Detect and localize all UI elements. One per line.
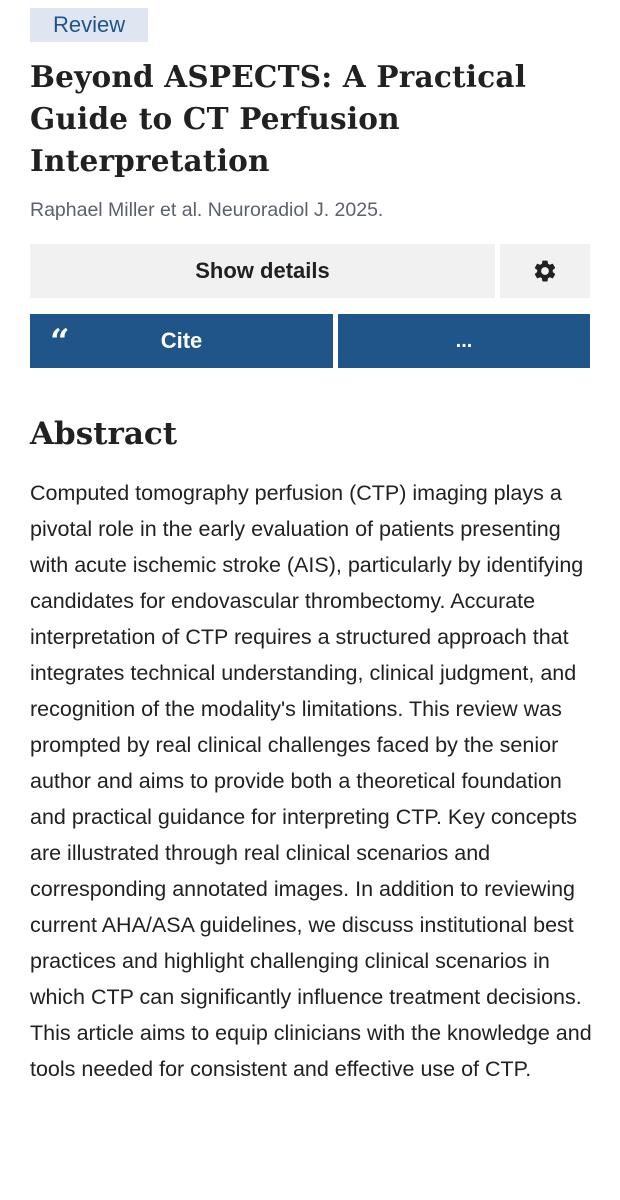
quote-icon: “ xyxy=(50,322,70,362)
show-details-label: Show details xyxy=(195,258,330,283)
cite-label: Cite xyxy=(160,328,203,353)
details-row xyxy=(30,244,590,298)
cite-button[interactable] xyxy=(30,314,333,368)
actions-row xyxy=(30,314,590,368)
more-actions-label: ... xyxy=(455,329,473,352)
show-details-button[interactable] xyxy=(30,244,495,298)
display-settings-button[interactable] xyxy=(500,244,590,298)
article-type-badge[interactable]: Review xyxy=(30,8,148,42)
article-title: Beyond ASPECTS: A Practical Guide to CT Perfusion Interpretation xyxy=(30,59,527,178)
article-citation: Raphael Miller et al. Neuroradiol J. 2025. xyxy=(30,199,384,221)
abstract-heading: Abstract xyxy=(30,416,178,452)
gear-icon xyxy=(532,258,558,284)
article-page xyxy=(30,8,590,1087)
more-actions-button[interactable] xyxy=(338,314,590,368)
abstract-text: Computed tomography perfusion (CTP) imaging plays a pivotal role in the early evaluation of patients presenting with acute ischemic stroke (AIS), particularly by identifying candidates for endovascular thrombectomy. Accurate interpretation of CTP requires a structured approach that integrates technical understanding, clinical judgment, and recognition of the modality's limitations. This review was prompted by real clinical challenges faced by the senior author and aims to provide both a theoretical foundation and practical guidance for interpreting CTP. Key concepts are illustrated through real clinical scenarios and corresponding annotated images. In addition to reviewing current AHA/ASA guidelines, we discuss institutional best practices and highlight challenging clinical scenarios in which CTP can significantly influence treatment decisions. This article aims to equip clinicians with the knowledge and tools needed for consistent and effective use of CTP. xyxy=(30,481,592,1081)
